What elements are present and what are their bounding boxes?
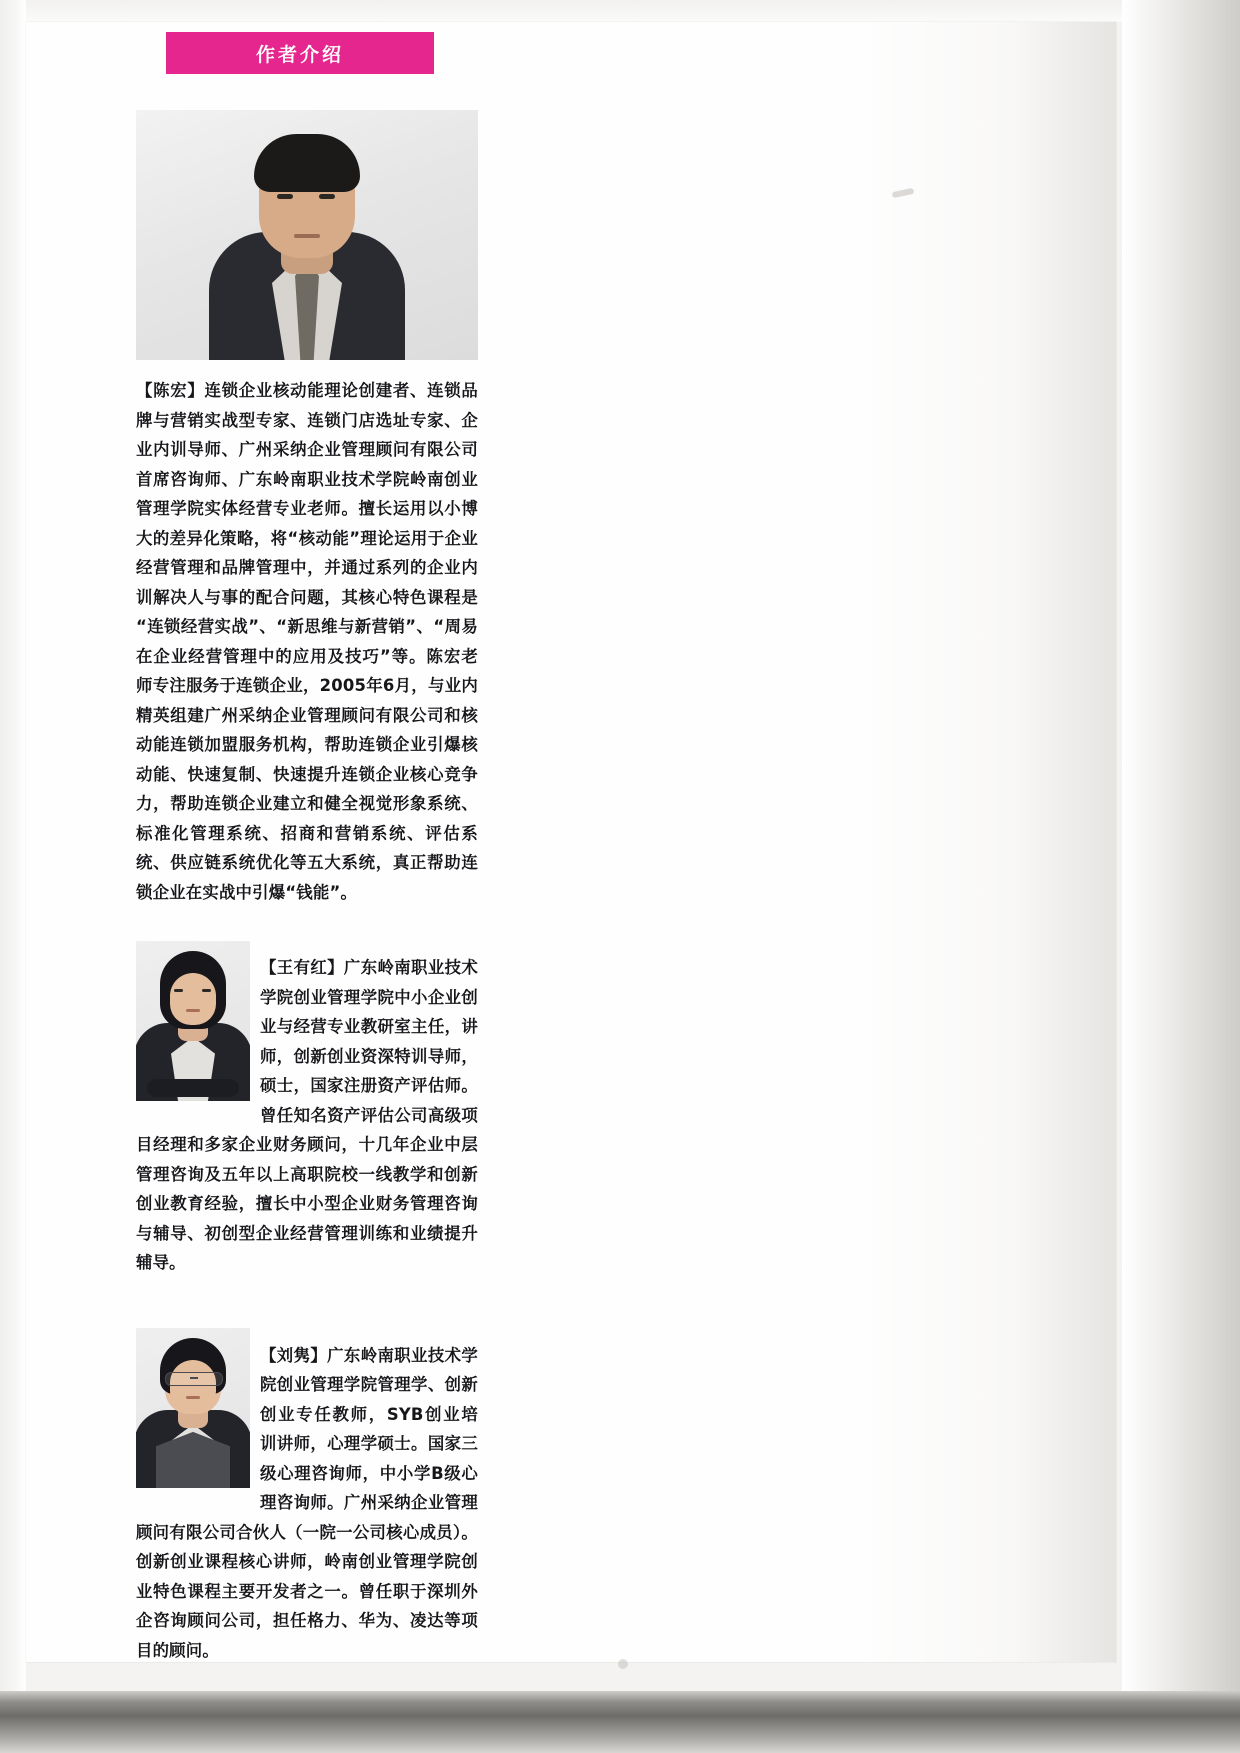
scan-edge-bottom [0,1691,1240,1753]
author-bio-wang-youhong: 【王有红】广东岭南职业技术学院创业管理学院中小企业创业与经营专业教研室主任，讲师，创新创业资深特训导师，硕士，国家注册资产评估师。曾任知名资产评估公司高级项目经理和多家企业财务顾问，十几年企业中层管理咨询及五年以上高职院校一线教学和创新创业教育经验，擅长中小型企业财务管理咨询与辅导、初创型企业经营管理训练和业绩提升辅导。 [136,958,478,1273]
photo-mouth [186,1396,200,1399]
photo-eye-left [277,194,293,199]
author-photo-liu-jun [136,1328,250,1488]
section-header-banner [166,32,434,74]
photo-face [170,1360,216,1412]
author-photo-chen-hong [136,110,478,360]
photo-mouth [294,234,320,238]
content-column [136,32,478,1682]
glasses-icon [165,1372,223,1386]
book-page-sheet [26,22,1116,1662]
photo-eye-left [174,989,183,992]
photo-crossed-arms [147,1079,239,1097]
photo-mouth [186,1009,200,1012]
photo-face [170,973,216,1025]
scan-edge-top [0,0,1240,22]
author-bio-chen-hong: 【陈宏】连锁企业核动能理论创建者、连锁品牌与营销实战型专家、连锁门店选址专家、企业内训导师、广州采纳企业管理顾问有限公司首席咨询师、广东岭南职业技术学院岭南创业管理学院实体经营专业老师。擅长运用以小博大的差异化策略，将“核动能”理论运用于企业经营管理和品牌管理中，并通过系列的企业内训解决人与事的配合问题，其核心特色课程是“连锁经营实战”、“新思维与新营销”、“周易在企业经营管理中的应用及技巧”等。陈宏老师专注服务于连锁企业，2005年6月，与业内精英组建广州采纳企业管理顾问有限公司和核动能连锁加盟服务机构，帮助连锁企业引爆核动能、快速复制、快速提升连锁企业核心竞争力，帮助连锁企业建立和健全视觉形象系统、标准化管理系统、招商和营销系统、评估系统、供应链系统优化等五大系统，真正帮助连锁企业在实战中引爆“钱能”。 [136,381,478,902]
scan-edge-right [1122,0,1240,1700]
photo-eye-right [202,989,211,992]
author-block-wang-youhong [136,937,478,1294]
section-title: 作者介绍 [255,43,344,66]
page-dust-speck [618,1659,628,1669]
page-shading [856,22,1116,1662]
author-photo-wang-youhong [136,941,250,1101]
photo-figure [209,124,405,360]
scan-edge-left [0,0,26,1753]
photo-hair [254,134,360,192]
author-bio-liu-jun: 【刘隽】广东岭南职业技术学院创业管理学院管理学、创新创业专任教师，SYB创业培训讲师，心理学硕士。国家三级心理咨询师，中小学B级心理咨询师。广州采纳企业管理顾问有限公司合伙人（一院一公司核心成员）。创新创业课程核心讲师，岭南创业管理学院创业特色课程主要开发者之一。曾任职于深圳外企咨询顾问公司，担任格力、华为、凌达等项目的顾问。 [136,1345,478,1660]
page-smudge-mark [892,188,915,198]
author-block-liu-jun [136,1324,478,1681]
photo-eye-right [319,194,335,199]
